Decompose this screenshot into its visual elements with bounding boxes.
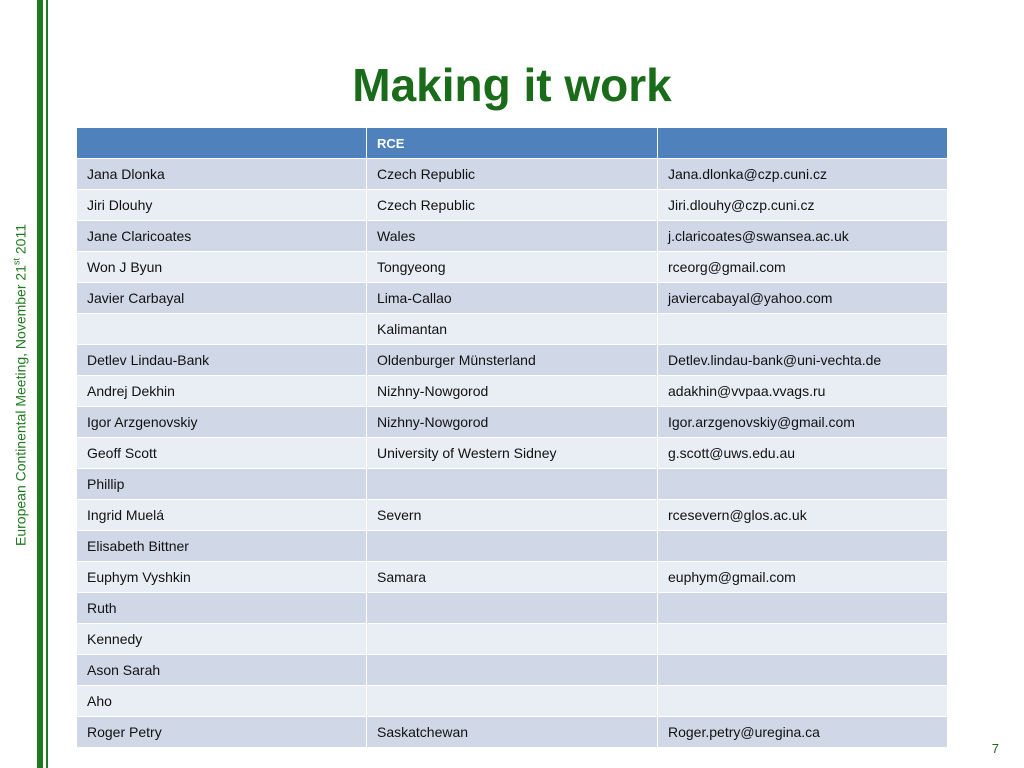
cell-email: adakhin@vvpaa.vvags.ru <box>658 376 948 407</box>
table-row <box>77 283 948 314</box>
cell-email: Detlev.lindau-bank@uni-vechta.de <box>658 345 948 376</box>
table-row <box>77 593 948 624</box>
cell-name: Jiri Dlouhy <box>77 190 367 221</box>
cell-name: Javier Carbayal <box>77 283 367 314</box>
table-row <box>77 686 948 717</box>
table-row <box>77 624 948 655</box>
cell-email: rcesevern@glos.ac.uk <box>658 500 948 531</box>
cell-email <box>658 314 948 345</box>
cell-name: Won J Byun <box>77 252 367 283</box>
table-row <box>77 562 948 593</box>
cell-email <box>658 593 948 624</box>
cell-name: Phillip <box>77 469 367 500</box>
cell-name: Detlev Lindau-Bank <box>77 345 367 376</box>
cell-name: Geoff Scott <box>77 438 367 469</box>
cell-rce <box>367 469 658 500</box>
table-row <box>77 500 948 531</box>
cell-rce: Saskatchewan <box>367 717 658 748</box>
cell-rce <box>367 655 658 686</box>
table-body <box>77 159 948 748</box>
slide-title: Making it work <box>352 59 672 111</box>
cell-name <box>77 314 367 345</box>
cell-rce: Severn <box>367 500 658 531</box>
cell-email <box>658 531 948 562</box>
cell-email: g.scott@uws.edu.au <box>658 438 948 469</box>
cell-rce: Wales <box>367 221 658 252</box>
header-cell-email <box>658 128 948 159</box>
header-cell-name <box>77 128 367 159</box>
cell-rce <box>367 531 658 562</box>
table-row <box>77 159 948 190</box>
table-row <box>77 314 948 345</box>
cell-name: Igor Arzgenovskiy <box>77 407 367 438</box>
table-row <box>77 190 948 221</box>
cell-name: Ruth <box>77 593 367 624</box>
left-accent-line <box>46 0 48 768</box>
cell-email: Jiri.dlouhy@czp.cuni.cz <box>658 190 948 221</box>
cell-email <box>658 686 948 717</box>
cell-rce <box>367 686 658 717</box>
table-row <box>77 655 948 686</box>
table-row <box>77 345 948 376</box>
cell-rce: Nizhny-Nowgorod <box>367 376 658 407</box>
side-caption-sup: st <box>11 258 22 266</box>
side-caption <box>12 224 29 546</box>
cell-name: Roger Petry <box>77 717 367 748</box>
table-row <box>77 717 948 748</box>
cell-rce: University of Western Sidney <box>367 438 658 469</box>
cell-rce: Czech Republic <box>367 159 658 190</box>
cell-email: Roger.petry@uregina.ca <box>658 717 948 748</box>
table-row <box>77 531 948 562</box>
table-row <box>77 252 948 283</box>
header-cell-rce: RCE <box>367 128 658 159</box>
cell-email: euphym@gmail.com <box>658 562 948 593</box>
cell-name: Andrej Dekhin <box>77 376 367 407</box>
cell-rce: Tongyeong <box>367 252 658 283</box>
cell-name: Euphym Vyshkin <box>77 562 367 593</box>
side-caption-end: 2011 <box>12 224 29 259</box>
cell-name: Jane Claricoates <box>77 221 367 252</box>
cell-email: Jana.dlonka@czp.cuni.cz <box>658 159 948 190</box>
cell-email: j.claricoates@swansea.ac.uk <box>658 221 948 252</box>
cell-rce: Nizhny-Nowgorod <box>367 407 658 438</box>
table-row <box>77 221 948 252</box>
table-header-row <box>77 128 948 159</box>
cell-rce: Samara <box>367 562 658 593</box>
contacts-table <box>76 127 948 748</box>
cell-rce <box>367 624 658 655</box>
cell-name: Kennedy <box>77 624 367 655</box>
left-accent-bar <box>37 0 43 768</box>
cell-name: Ingrid Muelá <box>77 500 367 531</box>
cell-rce: Lima-Callao <box>367 283 658 314</box>
cell-rce: Oldenburger Münsterland <box>367 345 658 376</box>
cell-name: Ason Sarah <box>77 655 367 686</box>
cell-email: Igor.arzgenovskiy@gmail.com <box>658 407 948 438</box>
page-number: 7 <box>991 741 999 756</box>
cell-email <box>658 624 948 655</box>
side-caption-main: European Continental Meeting, November 21 <box>12 265 29 546</box>
table-row <box>77 438 948 469</box>
table-row <box>77 407 948 438</box>
cell-rce: Kalimantan <box>367 314 658 345</box>
cell-rce: Czech Republic <box>367 190 658 221</box>
table-row <box>77 376 948 407</box>
table-row <box>77 469 948 500</box>
cell-email: javiercabayal@yahoo.com <box>658 283 948 314</box>
cell-email <box>658 655 948 686</box>
cell-rce <box>367 593 658 624</box>
cell-email <box>658 469 948 500</box>
cell-name: Elisabeth Bittner <box>77 531 367 562</box>
cell-name: Jana Dlonka <box>77 159 367 190</box>
cell-name: Aho <box>77 686 367 717</box>
cell-email: rceorg@gmail.com <box>658 252 948 283</box>
